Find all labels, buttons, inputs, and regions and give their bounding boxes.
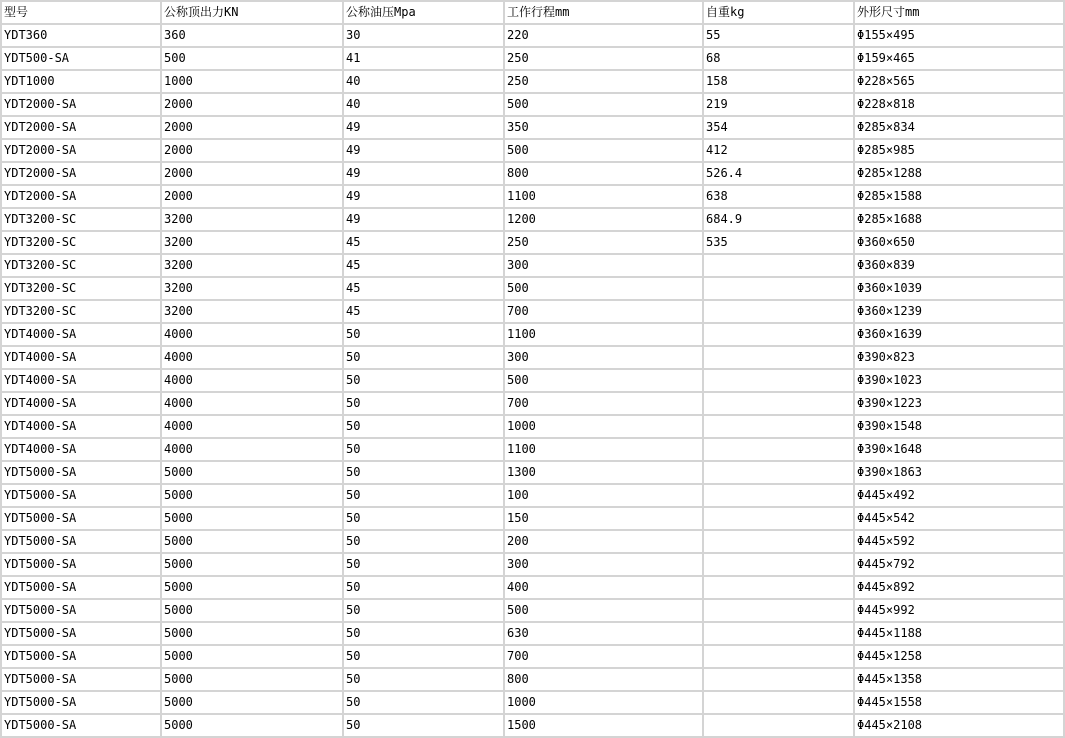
table-cell: 50 xyxy=(344,646,503,667)
table-cell: YDT5000-SA xyxy=(2,531,160,552)
table-cell: 4000 xyxy=(162,324,342,345)
table-row xyxy=(2,301,1063,322)
table-row xyxy=(2,646,1063,667)
table-cell: YDT5000-SA xyxy=(2,623,160,644)
table-row xyxy=(2,347,1063,368)
table-cell: Φ228×818 xyxy=(855,94,1063,115)
table-cell: 50 xyxy=(344,577,503,598)
table-cell: 2000 xyxy=(162,186,342,207)
table-cell: 500 xyxy=(505,140,702,161)
table-cell: YDT2000-SA xyxy=(2,117,160,138)
table-cell: 50 xyxy=(344,531,503,552)
table-cell: 50 xyxy=(344,600,503,621)
table-cell xyxy=(704,439,853,460)
table-cell: YDT4000-SA xyxy=(2,370,160,391)
table-cell: 5000 xyxy=(162,692,342,713)
table-cell: 500 xyxy=(505,370,702,391)
table-cell: Φ285×985 xyxy=(855,140,1063,161)
table-cell xyxy=(704,715,853,736)
table-cell: 700 xyxy=(505,646,702,667)
table-cell: 350 xyxy=(505,117,702,138)
table-row xyxy=(2,94,1063,115)
table-cell: 50 xyxy=(344,485,503,506)
table-cell: 200 xyxy=(505,531,702,552)
table-cell: Φ445×542 xyxy=(855,508,1063,529)
table-cell xyxy=(704,554,853,575)
table-cell: YDT5000-SA xyxy=(2,462,160,483)
table-cell: YDT3200-SC xyxy=(2,278,160,299)
column-header: 型号 xyxy=(2,2,160,23)
table-cell: 45 xyxy=(344,278,503,299)
table-cell: 49 xyxy=(344,117,503,138)
table-cell: 50 xyxy=(344,669,503,690)
table-cell: Φ228×565 xyxy=(855,71,1063,92)
table-cell: YDT5000-SA xyxy=(2,508,160,529)
table-row xyxy=(2,669,1063,690)
table-cell: YDT3200-SC xyxy=(2,209,160,230)
table-cell: YDT5000-SA xyxy=(2,692,160,713)
table-cell: 500 xyxy=(505,94,702,115)
table-cell: YDT500-SA xyxy=(2,48,160,69)
table-cell: YDT2000-SA xyxy=(2,94,160,115)
table-cell: Φ445×592 xyxy=(855,531,1063,552)
table-cell: Φ159×465 xyxy=(855,48,1063,69)
column-header: 工作行程mm xyxy=(505,2,702,23)
table-cell xyxy=(704,646,853,667)
table-cell: YDT3200-SC xyxy=(2,255,160,276)
table-cell: Φ445×792 xyxy=(855,554,1063,575)
table-row xyxy=(2,600,1063,621)
table-cell: 5000 xyxy=(162,462,342,483)
table-cell: YDT5000-SA xyxy=(2,577,160,598)
table-cell: 158 xyxy=(704,71,853,92)
table-row xyxy=(2,140,1063,161)
table-cell: Φ445×1258 xyxy=(855,646,1063,667)
table-cell: 300 xyxy=(505,347,702,368)
table-cell: 50 xyxy=(344,692,503,713)
table-cell: 4000 xyxy=(162,393,342,414)
table-cell: 3200 xyxy=(162,301,342,322)
table-cell xyxy=(704,692,853,713)
table-cell: 5000 xyxy=(162,485,342,506)
column-header: 公称油压Mpa xyxy=(344,2,503,23)
table-cell: 40 xyxy=(344,94,503,115)
table-cell: YDT1000 xyxy=(2,71,160,92)
table-cell: 1200 xyxy=(505,209,702,230)
table-cell: YDT4000-SA xyxy=(2,324,160,345)
table-cell: 41 xyxy=(344,48,503,69)
table-cell: YDT5000-SA xyxy=(2,646,160,667)
table-cell: 360 xyxy=(162,25,342,46)
table-cell: 2000 xyxy=(162,163,342,184)
table-cell: 50 xyxy=(344,370,503,391)
table-cell: 700 xyxy=(505,393,702,414)
table-cell: 2000 xyxy=(162,94,342,115)
spec-table-body xyxy=(2,25,1063,736)
table-cell: Φ390×1648 xyxy=(855,439,1063,460)
table-cell: YDT3200-SC xyxy=(2,232,160,253)
table-cell: 3200 xyxy=(162,255,342,276)
table-cell xyxy=(704,600,853,621)
table-cell: YDT5000-SA xyxy=(2,715,160,736)
table-cell: 49 xyxy=(344,140,503,161)
table-cell: 800 xyxy=(505,163,702,184)
table-cell: 50 xyxy=(344,554,503,575)
table-cell: Φ390×1023 xyxy=(855,370,1063,391)
table-cell: Φ390×1223 xyxy=(855,393,1063,414)
table-cell xyxy=(704,508,853,529)
table-cell: YDT5000-SA xyxy=(2,669,160,690)
table-row xyxy=(2,485,1063,506)
table-cell: Φ285×1588 xyxy=(855,186,1063,207)
table-cell: 1500 xyxy=(505,715,702,736)
table-row xyxy=(2,255,1063,276)
table-cell: YDT3200-SC xyxy=(2,301,160,322)
table-cell: 30 xyxy=(344,25,503,46)
table-cell: Φ445×892 xyxy=(855,577,1063,598)
table-cell xyxy=(704,301,853,322)
column-header: 外形尺寸mm xyxy=(855,2,1063,23)
table-row xyxy=(2,370,1063,391)
table-cell: 5000 xyxy=(162,600,342,621)
table-cell: 1000 xyxy=(505,416,702,437)
table-cell: 220 xyxy=(505,25,702,46)
table-cell: Φ360×839 xyxy=(855,255,1063,276)
table-cell: Φ445×1358 xyxy=(855,669,1063,690)
table-cell xyxy=(704,462,853,483)
table-row xyxy=(2,48,1063,69)
table-cell: 4000 xyxy=(162,370,342,391)
table-cell: 100 xyxy=(505,485,702,506)
table-cell: 3200 xyxy=(162,278,342,299)
table-cell: Φ285×834 xyxy=(855,117,1063,138)
table-cell xyxy=(704,370,853,391)
table-cell: 700 xyxy=(505,301,702,322)
table-cell: 2000 xyxy=(162,140,342,161)
table-row xyxy=(2,623,1063,644)
table-cell: Φ285×1288 xyxy=(855,163,1063,184)
table-row xyxy=(2,393,1063,414)
table-cell: YDT4000-SA xyxy=(2,439,160,460)
table-cell: 5000 xyxy=(162,669,342,690)
table-row xyxy=(2,232,1063,253)
table-cell: 49 xyxy=(344,186,503,207)
table-cell: 68 xyxy=(704,48,853,69)
table-cell: YDT2000-SA xyxy=(2,186,160,207)
table-cell: 1100 xyxy=(505,186,702,207)
header-row xyxy=(2,2,1063,23)
table-cell: 412 xyxy=(704,140,853,161)
table-cell: 55 xyxy=(704,25,853,46)
table-cell: 5000 xyxy=(162,623,342,644)
table-cell: 2000 xyxy=(162,117,342,138)
table-cell: YDT4000-SA xyxy=(2,416,160,437)
table-cell: 250 xyxy=(505,71,702,92)
table-cell: 50 xyxy=(344,416,503,437)
table-cell: YDT2000-SA xyxy=(2,140,160,161)
table-cell: 5000 xyxy=(162,715,342,736)
table-row xyxy=(2,439,1063,460)
table-cell: 638 xyxy=(704,186,853,207)
table-cell: 250 xyxy=(505,232,702,253)
table-row xyxy=(2,554,1063,575)
table-cell: Φ360×650 xyxy=(855,232,1063,253)
table-cell: 800 xyxy=(505,669,702,690)
table-cell: 500 xyxy=(505,278,702,299)
table-row xyxy=(2,531,1063,552)
table-cell: 4000 xyxy=(162,439,342,460)
table-row xyxy=(2,577,1063,598)
table-row xyxy=(2,692,1063,713)
table-cell: 5000 xyxy=(162,508,342,529)
table-row xyxy=(2,71,1063,92)
table-cell: 4000 xyxy=(162,347,342,368)
table-cell: 630 xyxy=(505,623,702,644)
table-cell xyxy=(704,531,853,552)
table-cell: 5000 xyxy=(162,646,342,667)
table-cell: 684.9 xyxy=(704,209,853,230)
table-cell: Φ445×2108 xyxy=(855,715,1063,736)
table-cell: 50 xyxy=(344,439,503,460)
table-cell: 5000 xyxy=(162,531,342,552)
table-cell: 3200 xyxy=(162,209,342,230)
table-cell: 150 xyxy=(505,508,702,529)
table-cell: Φ445×1558 xyxy=(855,692,1063,713)
table-cell: Φ360×1639 xyxy=(855,324,1063,345)
table-row xyxy=(2,324,1063,345)
table-cell: 5000 xyxy=(162,554,342,575)
table-cell xyxy=(704,416,853,437)
table-cell: 500 xyxy=(162,48,342,69)
table-cell: 50 xyxy=(344,324,503,345)
table-cell: 50 xyxy=(344,715,503,736)
table-cell: 219 xyxy=(704,94,853,115)
table-cell xyxy=(704,577,853,598)
spec-table-head xyxy=(2,2,1063,23)
table-row xyxy=(2,163,1063,184)
table-cell: Φ445×1188 xyxy=(855,623,1063,644)
table-cell: YDT2000-SA xyxy=(2,163,160,184)
table-cell: YDT5000-SA xyxy=(2,485,160,506)
table-row xyxy=(2,278,1063,299)
table-cell: YDT360 xyxy=(2,25,160,46)
column-header: 自重kg xyxy=(704,2,853,23)
table-cell: 1100 xyxy=(505,439,702,460)
table-cell xyxy=(704,324,853,345)
table-cell: 50 xyxy=(344,508,503,529)
table-cell: YDT5000-SA xyxy=(2,600,160,621)
table-cell xyxy=(704,255,853,276)
table-cell: 50 xyxy=(344,462,503,483)
table-cell: 4000 xyxy=(162,416,342,437)
table-row xyxy=(2,117,1063,138)
table-cell: Φ285×1688 xyxy=(855,209,1063,230)
table-cell: Φ155×495 xyxy=(855,25,1063,46)
table-cell: YDT4000-SA xyxy=(2,347,160,368)
table-cell: 1000 xyxy=(162,71,342,92)
table-cell xyxy=(704,669,853,690)
table-cell: 250 xyxy=(505,48,702,69)
table-cell: 1300 xyxy=(505,462,702,483)
table-cell: 535 xyxy=(704,232,853,253)
table-cell: 3200 xyxy=(162,232,342,253)
table-cell: 300 xyxy=(505,255,702,276)
table-cell: 300 xyxy=(505,554,702,575)
table-cell: 49 xyxy=(344,163,503,184)
table-cell: YDT4000-SA xyxy=(2,393,160,414)
table-cell: 500 xyxy=(505,600,702,621)
table-cell xyxy=(704,393,853,414)
table-row xyxy=(2,462,1063,483)
table-cell: 50 xyxy=(344,623,503,644)
table-row xyxy=(2,209,1063,230)
table-row xyxy=(2,186,1063,207)
table-cell: 1000 xyxy=(505,692,702,713)
column-header: 公称顶出力KN xyxy=(162,2,342,23)
table-row xyxy=(2,25,1063,46)
table-cell: Φ390×823 xyxy=(855,347,1063,368)
table-cell: Φ360×1239 xyxy=(855,301,1063,322)
table-cell: Φ445×992 xyxy=(855,600,1063,621)
table-cell: 526.4 xyxy=(704,163,853,184)
table-cell: Φ360×1039 xyxy=(855,278,1063,299)
table-row xyxy=(2,508,1063,529)
table-cell: 400 xyxy=(505,577,702,598)
table-cell xyxy=(704,623,853,644)
table-cell: 50 xyxy=(344,347,503,368)
table-cell xyxy=(704,347,853,368)
table-cell xyxy=(704,278,853,299)
table-cell: Φ390×1863 xyxy=(855,462,1063,483)
table-cell: 45 xyxy=(344,255,503,276)
table-row xyxy=(2,416,1063,437)
table-cell: 45 xyxy=(344,232,503,253)
table-cell: 49 xyxy=(344,209,503,230)
table-cell: Φ390×1548 xyxy=(855,416,1063,437)
table-row xyxy=(2,715,1063,736)
table-cell: YDT5000-SA xyxy=(2,554,160,575)
table-cell: 45 xyxy=(344,301,503,322)
table-cell: Φ445×492 xyxy=(855,485,1063,506)
table-cell xyxy=(704,485,853,506)
table-cell: 50 xyxy=(344,393,503,414)
table-cell: 354 xyxy=(704,117,853,138)
table-cell: 40 xyxy=(344,71,503,92)
table-cell: 5000 xyxy=(162,577,342,598)
table-cell: 1100 xyxy=(505,324,702,345)
